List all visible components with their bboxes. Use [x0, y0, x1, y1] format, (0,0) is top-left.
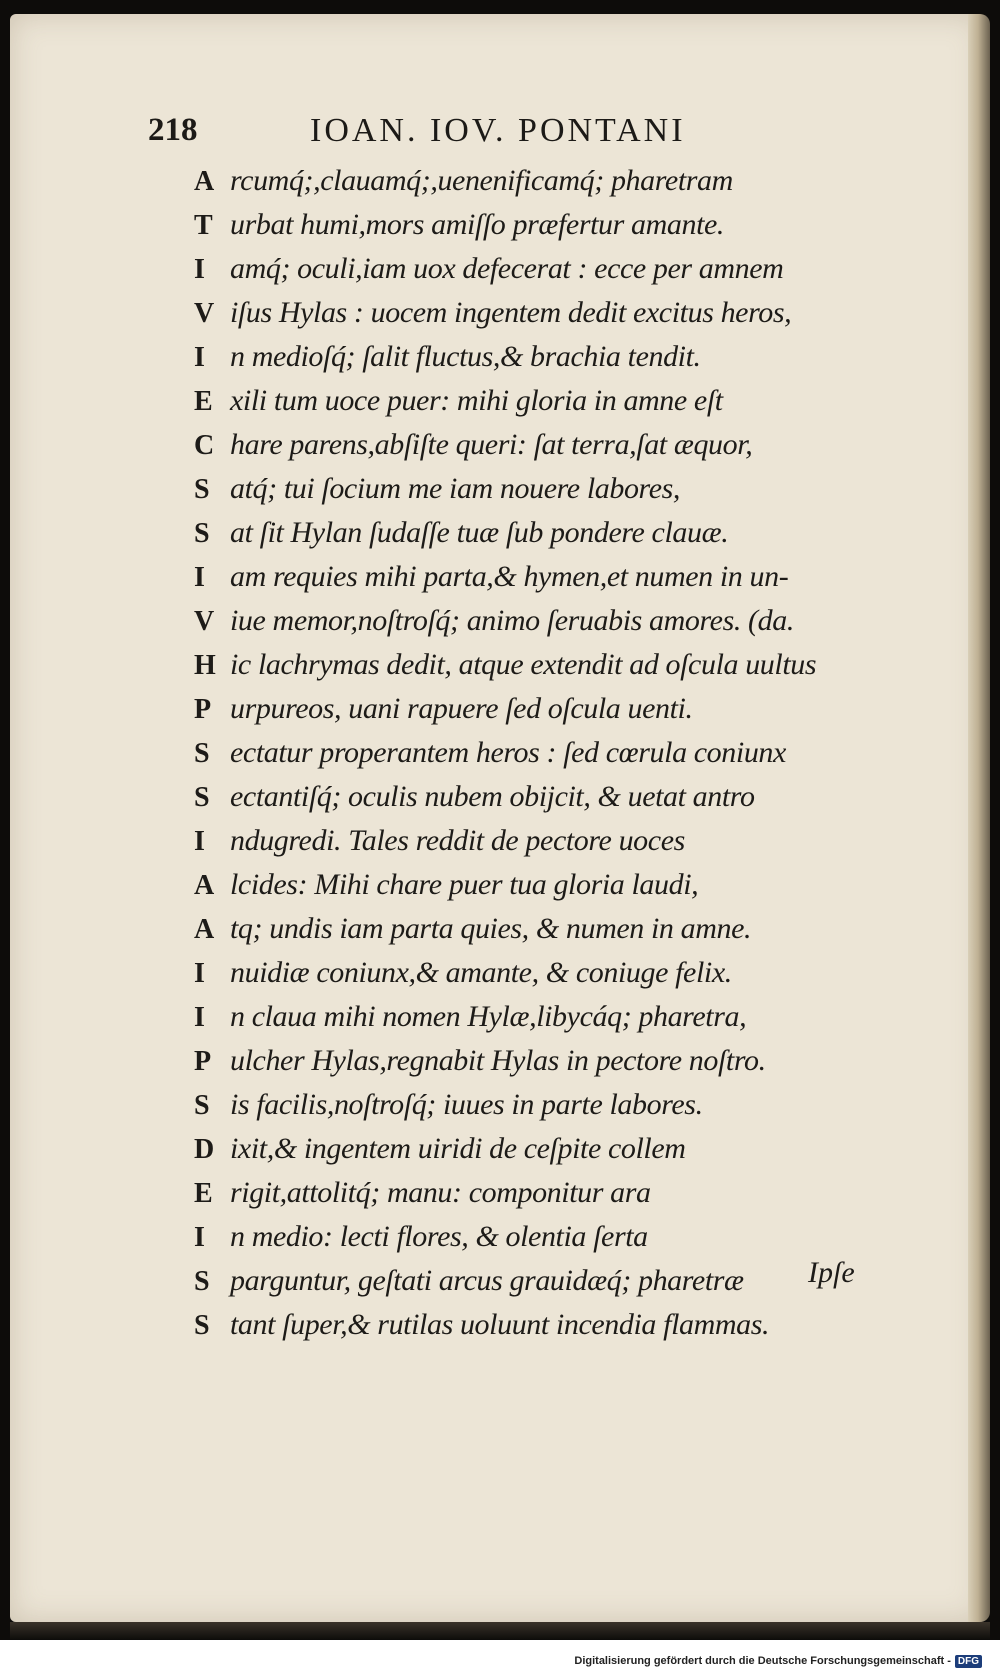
verse-line: [194, 556, 954, 600]
verse-line: [194, 864, 954, 908]
verse-line: [194, 996, 954, 1040]
verse-block: [194, 160, 954, 1348]
verse-line: [194, 776, 954, 820]
verse-initial: S: [194, 1266, 210, 1297]
verse-initial: I: [194, 254, 205, 285]
verse-line: [194, 908, 954, 952]
verse-text: rigit,attolitq́; manu: componitur ara: [230, 1176, 651, 1209]
verse-text: hare parens,abſiſte queri: ſat terra,ſat æquor,: [230, 428, 753, 461]
verse-text: parguntur, geſtati arcus grauidæq́; pharetræ: [230, 1264, 744, 1297]
verse-text: ectantiſq́; oculis nubem obijcit, & uetat antro: [230, 780, 755, 813]
digitization-footer: [574, 1651, 982, 1671]
verse-line: [194, 380, 954, 424]
verse-initial: I: [194, 958, 205, 989]
verse-text: ic lachrymas dedit, atque extendit ad oſcula uultus: [230, 648, 817, 681]
verse-line: [194, 1304, 954, 1348]
verse-line: [194, 820, 954, 864]
dfg-logo: DFG: [955, 1655, 982, 1668]
verse-initial: E: [194, 386, 213, 417]
verse-line: [194, 336, 954, 380]
verse-line: [194, 1084, 954, 1128]
verse-line: [194, 468, 954, 512]
verse-initial: S: [194, 474, 210, 505]
verse-text: nuidiæ coniunx,& amante, & coniuge felix.: [230, 956, 732, 989]
verse-text: iue memor,noſtroſq́; animo ſeruabis amores. (da.: [230, 604, 794, 637]
verse-text: tant ſuper,& rutilas uoluunt incendia flammas.: [230, 1308, 770, 1341]
verse-initial: P: [194, 1046, 212, 1077]
verse-initial: H: [194, 650, 216, 681]
bottom-shadow: [10, 1622, 990, 1640]
verse-text: n claua mihi nomen Hylæ,libycáq; pharetra,: [230, 1000, 747, 1033]
verse-text: ectatur properantem heros : ſed cœrula coniunx: [230, 736, 786, 769]
verse-text: xili tum uoce puer: mihi gloria in amne eſt: [230, 384, 723, 417]
verse-initial: A: [194, 870, 215, 901]
verse-text: at ſit Hylan ſudaſſe tuæ ſub pondere clauæ.: [230, 516, 729, 549]
verse-initial: I: [194, 1002, 205, 1033]
verse-line: [194, 952, 954, 996]
page-number: 218: [148, 112, 198, 148]
verse-text: ulcher Hylas,regnabit Hylas in pectore noſtro.: [230, 1044, 766, 1077]
verse-initial: I: [194, 826, 205, 857]
verse-line: [194, 1040, 954, 1084]
verse-line: [194, 204, 954, 248]
verse-text: rcumq́;,clauamq́;,uenenificamq́; pharetram: [230, 164, 733, 197]
verse-initial: C: [194, 430, 215, 461]
verse-initial: A: [194, 914, 215, 945]
verse-line: [194, 1128, 954, 1172]
page-edge: [968, 14, 990, 1622]
verse-initial: S: [194, 782, 210, 813]
verse-text: is facilis,noſtroſq́; iuues in parte labores.: [230, 1088, 703, 1121]
verse-initial: T: [194, 210, 213, 241]
verse-text: amq́; oculi,iam uox defecerat : ecce per amnem: [230, 252, 784, 285]
verse-initial: V: [194, 298, 215, 329]
verse-text: tq; undis iam parta quies, & numen in amne.: [230, 912, 752, 945]
verse-text: atq́; tui ſocium me iam nouere labores,: [230, 472, 681, 505]
verse-initial: E: [194, 1178, 213, 1209]
verse-text: urbat humi,mors amiſſo præfertur amante.: [230, 208, 725, 241]
verse-initial: S: [194, 738, 210, 769]
verse-line: [194, 1172, 954, 1216]
verse-line: [194, 600, 954, 644]
verse-line: [194, 1216, 954, 1260]
verse-initial: I: [194, 562, 205, 593]
verse-line: [194, 248, 954, 292]
verse-initial: S: [194, 1310, 210, 1341]
verse-line: [194, 512, 954, 556]
page-header: [148, 112, 908, 156]
verse-line: [194, 644, 954, 688]
verse-initial: A: [194, 166, 215, 197]
verse-initial: S: [194, 1090, 210, 1121]
funding-credit: Digitalisierung gefördert durch die Deutsche Forschungsgemeinschaft -: [574, 1655, 951, 1667]
verse-line: [194, 424, 954, 468]
verse-text: n medioſq́; ſalit fluctus,& brachia tendit.: [230, 340, 701, 373]
verse-line: [194, 160, 954, 204]
verse-line: [194, 292, 954, 336]
verse-initial: P: [194, 694, 212, 725]
verse-text: lcides: Mihi chare puer tua gloria laudi,: [230, 868, 699, 901]
verse-line: [194, 732, 954, 776]
verse-text: urpureos, uani rapuere ſed oſcula uenti.: [230, 692, 693, 725]
verse-initial: V: [194, 606, 215, 637]
catchword: Ipſe: [808, 1256, 855, 1289]
verse-line: [194, 688, 954, 732]
running-head: IOAN. IOV. PONTANI: [310, 112, 686, 149]
verse-text: iſus Hylas : uocem ingentem dedit excitus heros,: [230, 296, 792, 329]
verse-initial: I: [194, 1222, 205, 1253]
verse-initial: S: [194, 518, 210, 549]
verse-text: am requies mihi parta,& hymen,et numen in un-: [230, 560, 789, 593]
verse-initial: I: [194, 342, 205, 373]
verse-text: ixit,& ingentem uiridi de ceſpite collem: [230, 1132, 686, 1165]
verse-text: ndugredi. Tales reddit de pectore uoces: [230, 824, 685, 857]
verse-initial: D: [194, 1134, 215, 1165]
verse-text: n medio: lecti flores, & olentia ſerta: [230, 1220, 648, 1253]
